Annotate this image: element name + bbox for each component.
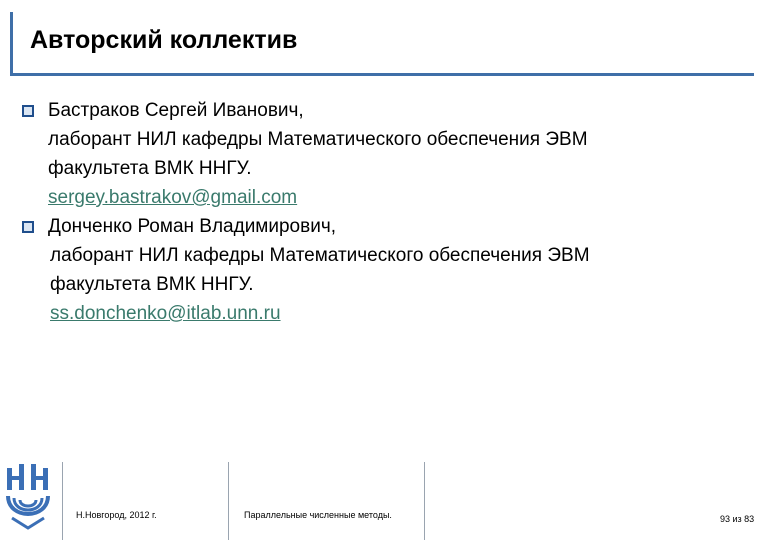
bullet-icon	[22, 221, 34, 233]
author-email-link[interactable]: ss.donchenko@itlab.unn.ru	[50, 303, 281, 324]
bullet-icon	[22, 105, 34, 117]
footer-page-number: 93 из 83	[720, 514, 755, 524]
author-item	[22, 96, 762, 212]
author-email-link[interactable]: sergey.bastrakov@gmail.com	[48, 187, 298, 208]
footer-divider	[228, 462, 229, 540]
author-name: Донченко Роман Владимирович,	[48, 216, 336, 237]
footer-course: Параллельные численные методы.	[244, 510, 392, 520]
footer-location: Н.Новгород, 2012 г.	[76, 510, 157, 520]
author-position: лаборант НИЛ кафедры Математического обеспечения ЭВМ	[50, 245, 590, 266]
author-faculty: факультета ВМК ННГУ.	[50, 274, 254, 295]
footer-divider	[424, 462, 425, 540]
author-faculty: факультета ВМК ННГУ.	[48, 158, 252, 179]
authors-list	[22, 96, 762, 328]
unn-logo-icon	[4, 462, 52, 538]
author-name: Бастраков Сергей Иванович,	[48, 100, 304, 121]
title-bar	[10, 12, 754, 76]
author-position: лаборант НИЛ кафедры Математического обеспечения ЭВМ	[48, 129, 588, 150]
footer-divider	[62, 462, 63, 540]
title-accent-horizontal	[10, 73, 754, 76]
page-title: Авторский коллектив	[30, 26, 298, 54]
author-item	[22, 212, 762, 328]
title-accent-vertical	[10, 12, 13, 76]
